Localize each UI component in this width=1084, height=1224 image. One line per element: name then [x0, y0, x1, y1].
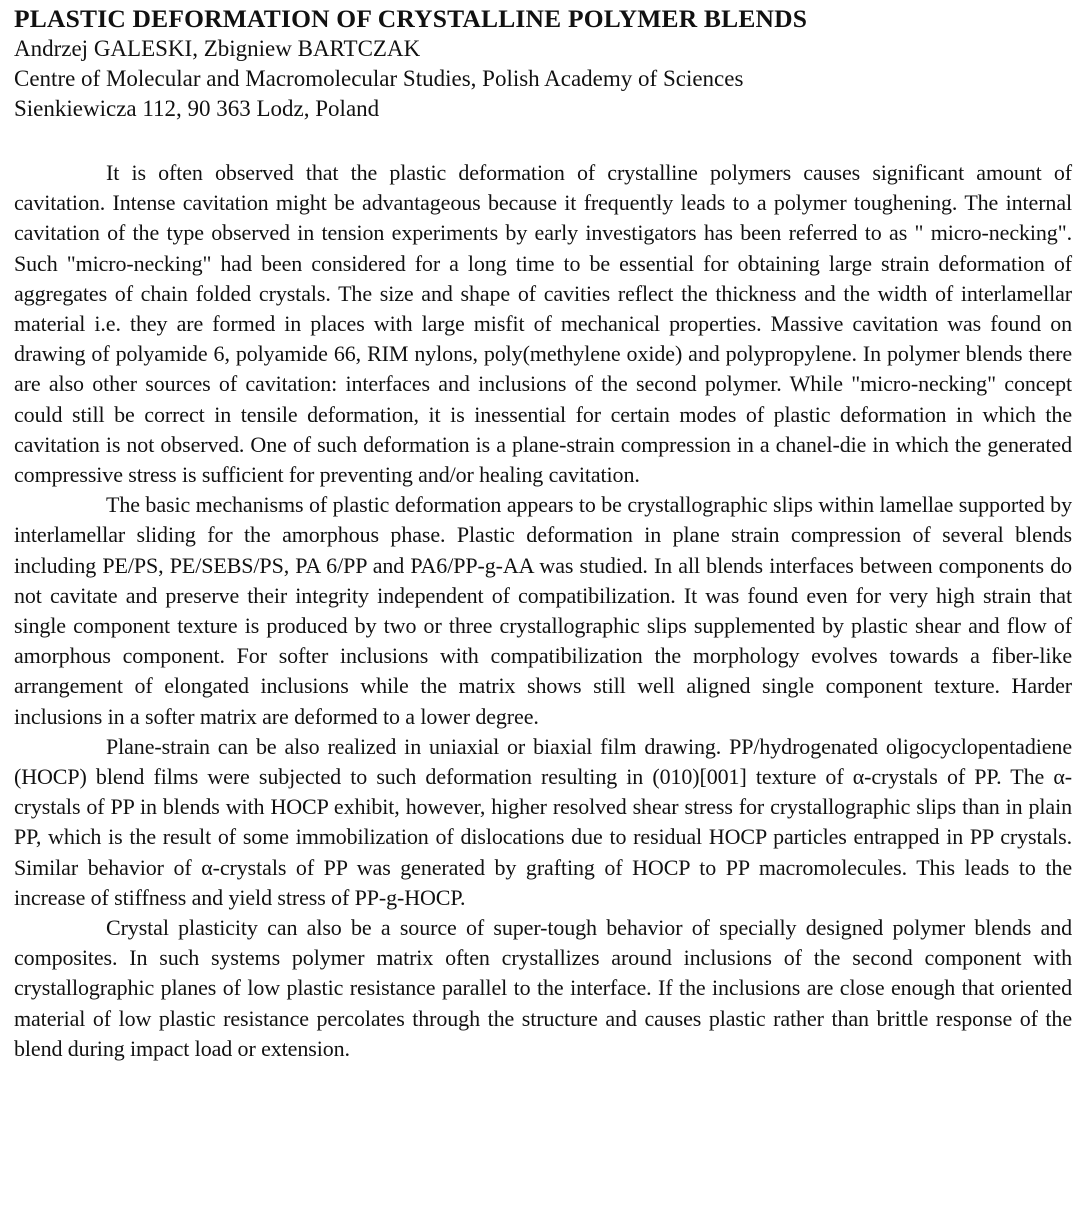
abstract-body: [14, 158, 1072, 1064]
paragraph: It is often observed that the plastic deformation of crystalline polymers causes significant amount of cavitation. Intense cavitation might be advantageous because it frequently leads to a polymer toughening. The internal cavitation of the type observed in tension experiments by early investigators has been referred to as " micro-necking". Such "micro-necking" had been considered for a long time to be essential for obtaining large strain deformation of aggregates of chain folded crystals. The size and shape of cavities reflect the thickness and the width of interlamellar material i.e. they are formed in places with large misfit of mechanical properties. Massive cavitation was found on drawing of polyamide 6, polyamide 66, RIM nylons, poly(methylene oxide) and polypropylene. In polymer blends there are also other sources of cavitation: interfaces and inclusions of the second polymer. While "micro-necking" concept could still be correct in tensile deformation, it is inessential for certain modes of plastic deformation in which the cavitation is not observed. One of such deformation is a plane-strain compression in a chanel-die in which the generated compressive stress is sufficient for preventing and/or healing cavitation.: [14, 160, 1072, 488]
paragraph: Crystal plasticity can also be a source of super-tough behavior of specially designed polymer blends and composites. In such systems polymer matrix often crystallizes around inclusions of the second component with crystallographic planes of low plastic resistance parallel to the interface. If the inclusions are close enough that oriented material of low plastic resistance percolates through the structure and causes plastic rather than brittle response of the blend during impact load or extension.: [14, 915, 1072, 1061]
address: Sienkiewicza 112, 90 363 Lodz, Poland: [14, 96, 380, 121]
paper-header: [14, 4, 1072, 124]
affiliation: Centre of Molecular and Macromolecular Studies, Polish Academy of Sciences: [14, 66, 744, 91]
paragraph: The basic mechanisms of plastic deformation appears to be crystallographic slips within lamellae supported by interlamellar sliding for the amorphous phase. Plastic deformation in plane strain compression of several blends including PE/PS, PE/SEBS/PS, PA 6/PP and PA6/PP-g-AA was studied. In all blends interfaces between components do not cavitate and preserve their integrity independent of compatibilization. It was found even for very high strain that single component texture is produced by two or three crystallographic slips supplemented by plastic shear and flow of amorphous component. For softer inclusions with compatibilization the morphology evolves towards a fiber-like arrangement of elongated inclusions while the matrix shows still well aligned single component texture. Harder inclusions in a softer matrix are deformed to a lower degree.: [14, 492, 1072, 729]
paper-title: PLASTIC DEFORMATION OF CRYSTALLINE POLYMER BLENDS: [14, 4, 808, 33]
paragraph: Plane-strain can be also realized in uniaxial or biaxial film drawing. PP/hydrogenated oligocyclopentadiene (HOCP) blend films were subjected to such deformation resulting in (010)[001] texture of α-crystals of PP. The α-crystals of PP in blends with HOCP exhibit, however, higher resolved shear stress for crystallographic slips than in plain PP, which is the result of some immobilization of dislocations due to residual HOCP particles entrapped in PP crystals. Similar behavior of α-crystals of PP was generated by grafting of HOCP to PP macromolecules. This leads to the increase of stiffness and yield stress of PP-g-HOCP.: [14, 733, 1072, 910]
author-list: Andrzej GALESKI, Zbigniew BARTCZAK: [14, 36, 421, 61]
document-page: [14, 4, 1072, 1064]
